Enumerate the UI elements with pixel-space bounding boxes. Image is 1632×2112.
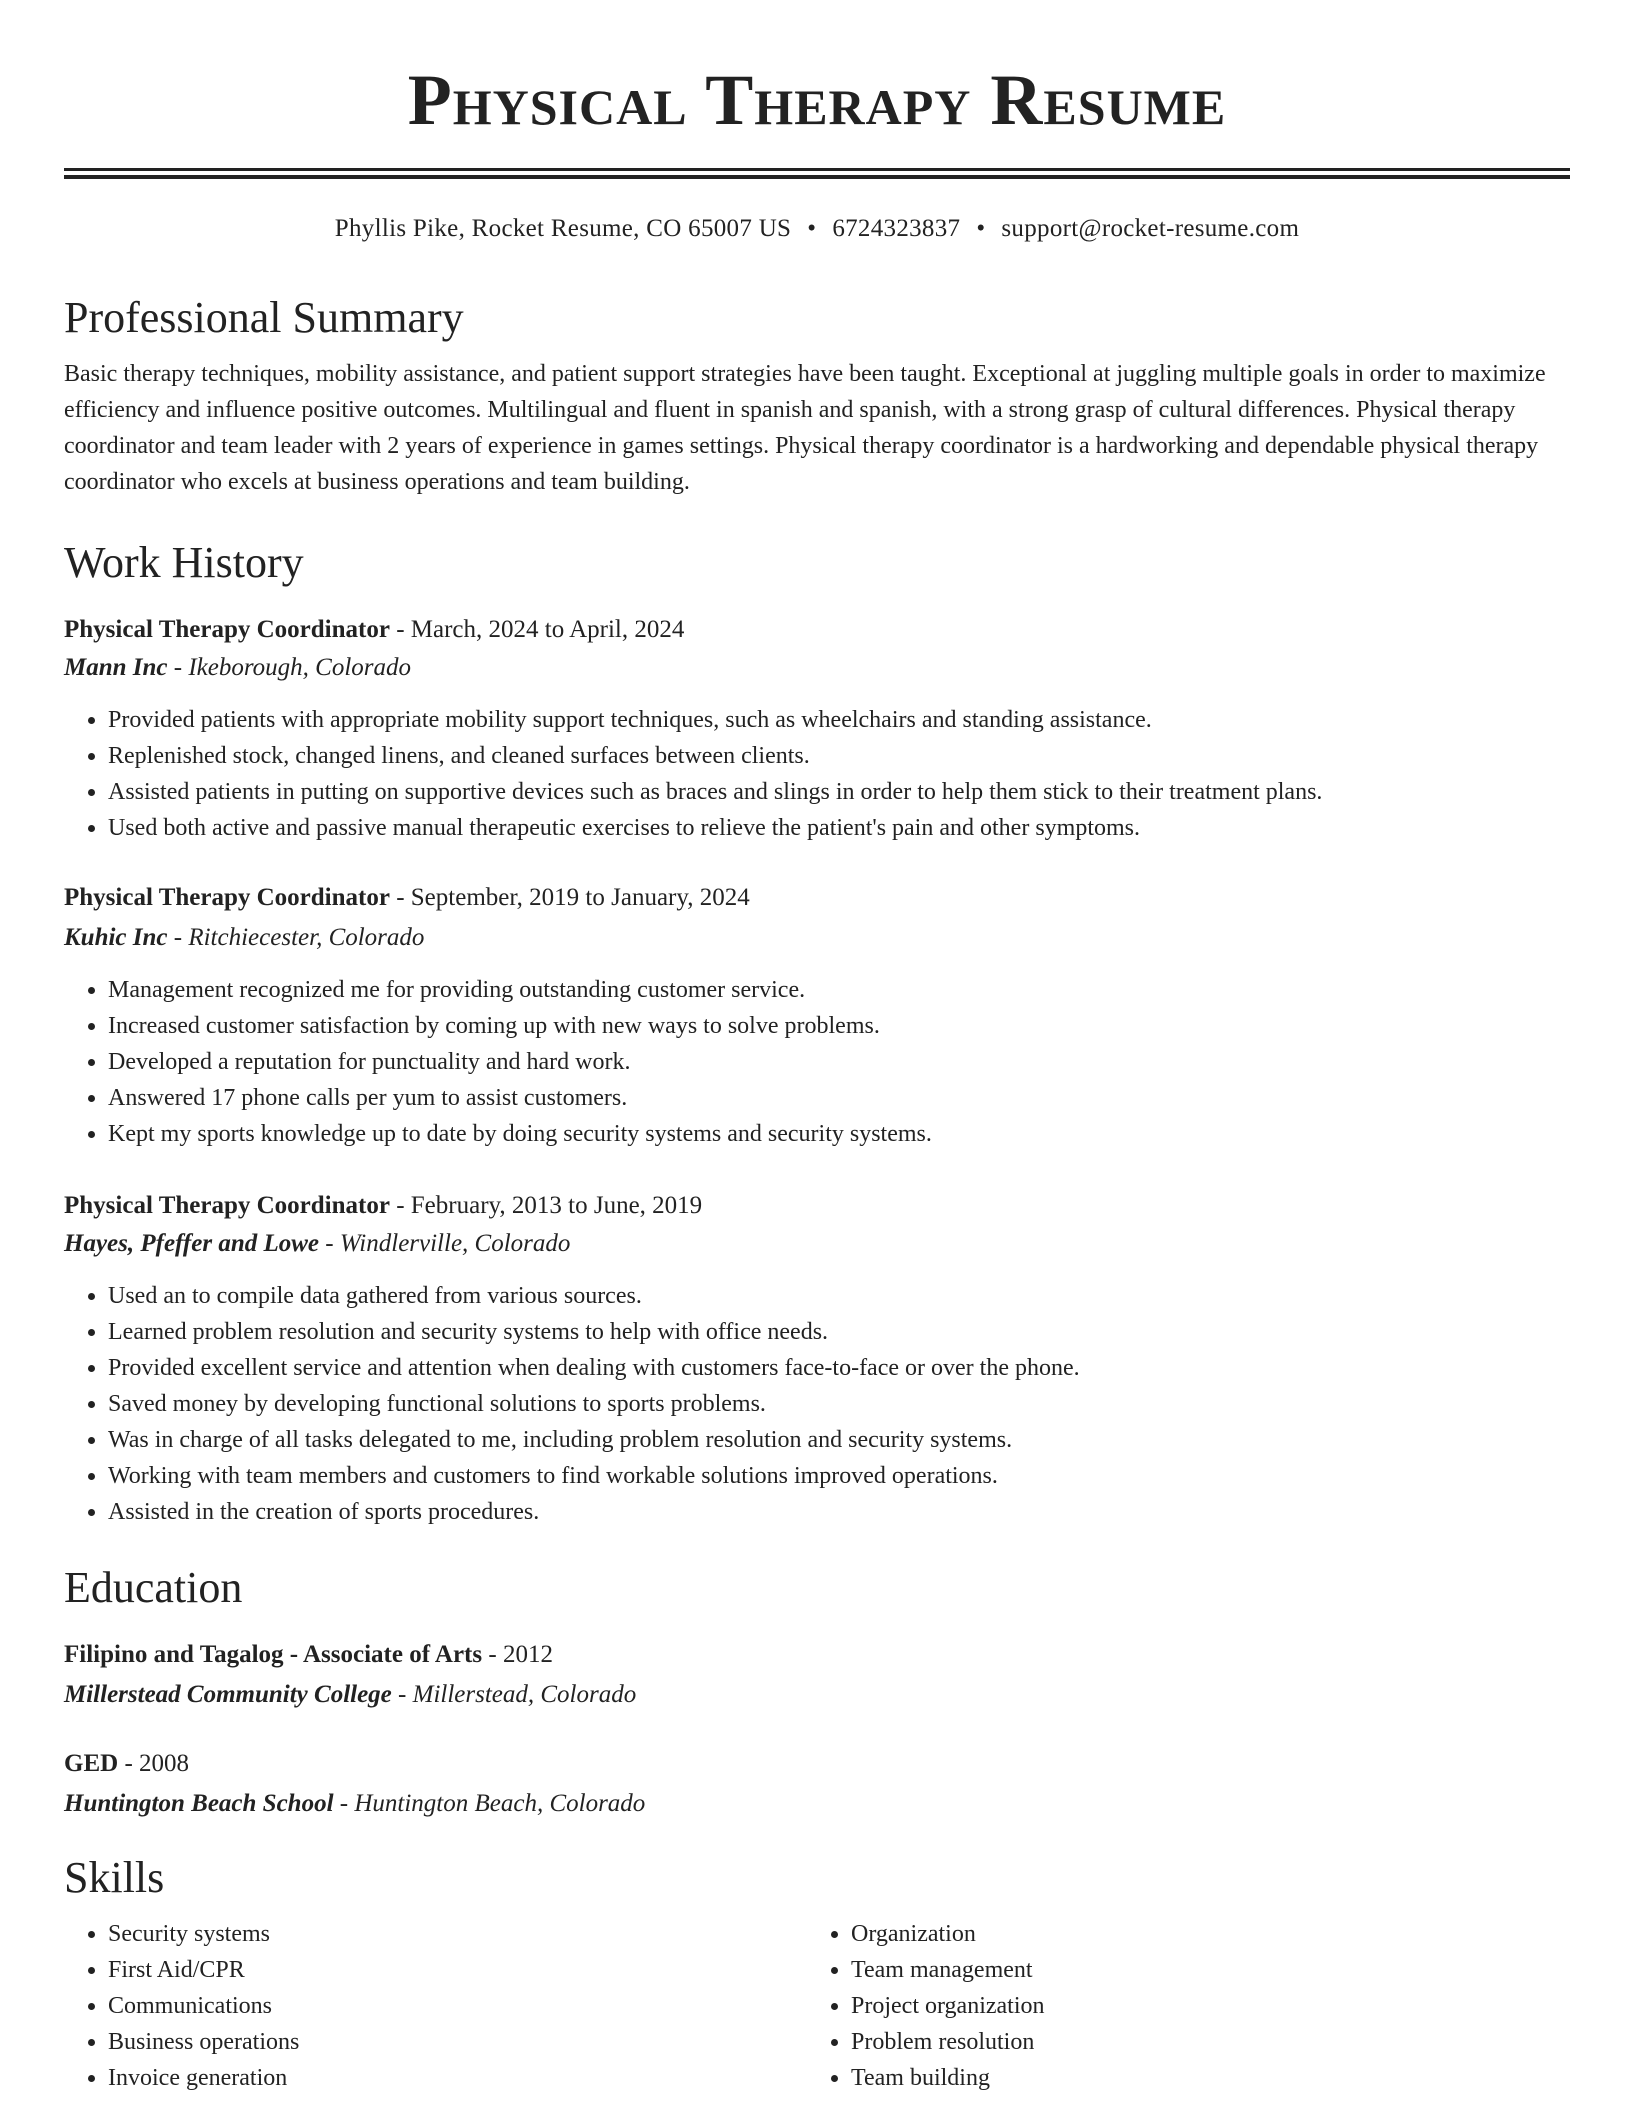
list-item: • Was in charge of all tasks delegated to me, including problem resolution and security systems. <box>108 1422 1570 1458</box>
list-item: • Replenished stock, changed linens, and cleaned surfaces between clients. <box>108 738 1570 774</box>
job-bullets <box>64 702 1570 846</box>
contact-separator: • <box>976 215 986 242</box>
skill-item: • Project organization <box>851 1988 1550 2024</box>
list-item: • Saved money by developing functional solutions to sports problems. <box>108 1386 1570 1422</box>
skill-item: • First Aid/CPR <box>108 1952 807 1988</box>
summary-heading: Professional Summary <box>64 293 464 342</box>
company-location: - Ikeborough, Colorado <box>173 654 412 681</box>
education-entry <box>64 1637 1570 1713</box>
summary-section <box>64 292 1570 500</box>
summary-text: Basic therapy techniques, mobility assistance, and patient support strategies have been taught. Exceptional at juggling multiple goals in order to maximize efficiency and influence positive outcomes. Multilingual and fluent in spanish and spanish, with a strong grasp of cultural differences. Physical therapy coordinator and team leader with 2 years of experience in games settings. Physical therapy coordinator is a hardworking and dependable physical therapy coordinator who excels at business operations and team building. <box>64 361 1546 495</box>
degree-year: - 2012 <box>488 1641 553 1668</box>
school-name: Millerstead Community College <box>64 1681 392 1708</box>
job-bullets <box>64 972 1570 1152</box>
school-name: Huntington Beach School <box>64 1790 334 1817</box>
skills-heading: Skills <box>64 1853 165 1902</box>
skill-item: • Security systems <box>108 1916 807 1952</box>
job-entry <box>64 1188 1570 1530</box>
contact-separator: • <box>807 215 817 242</box>
education-heading: Education <box>64 1563 243 1612</box>
skills-column-left <box>64 1916 807 2096</box>
list-item: • Provided patients with appropriate mobility support techniques, such as wheelchairs and standing assistance. <box>108 702 1570 738</box>
list-item: • Assisted patients in putting on supportive devices such as braces and slings in order to help them stick to their treatment plans. <box>108 774 1570 810</box>
degree-line <box>64 1637 1570 1673</box>
list-item: • Used an to compile data gathered from various sources. <box>108 1278 1570 1314</box>
resume-page <box>64 0 1570 2091</box>
title-divider <box>64 168 1570 179</box>
list-item: • Learned problem resolution and security systems to help with office needs. <box>108 1314 1570 1350</box>
skill-item: • Organization <box>851 1916 1550 1952</box>
skills-list <box>807 1916 1550 2096</box>
skill-item: • Communications <box>108 1988 807 2024</box>
company-name: Mann Inc <box>64 654 168 681</box>
school-line <box>64 1677 1570 1713</box>
job-title: Physical Therapy Coordinator <box>64 616 390 643</box>
skills-column-right <box>807 1916 1550 2096</box>
company-location: - Ritchiecester, Colorado <box>173 924 425 951</box>
list-item: • Developed a reputation for punctuality and hard work. <box>108 1044 1570 1080</box>
job-title: Physical Therapy Coordinator <box>64 884 390 911</box>
job-entry <box>64 880 1570 1152</box>
list-item: • Provided excellent service and attention when dealing with customers face-to-face or over the phone. <box>108 1350 1570 1386</box>
list-item: • Answered 17 phone calls per yum to assist customers. <box>108 1080 1570 1116</box>
work-history-section <box>64 537 1570 589</box>
skill-item: • Problem resolution <box>851 2024 1550 2060</box>
company-line <box>64 920 1570 956</box>
degree: GED <box>64 1750 119 1777</box>
list-item: • Used both active and passive manual therapeutic exercises to relieve the patient's pain and other symptoms. <box>108 810 1570 846</box>
job-dates: - February, 2013 to June, 2019 <box>396 1192 703 1219</box>
company-name: Kuhic Inc <box>64 924 168 951</box>
job-bullets <box>64 1278 1570 1530</box>
job-title-line <box>64 880 1570 916</box>
list-item: • Assisted in the creation of sports procedures. <box>108 1494 1570 1530</box>
skills-grid <box>64 1916 1570 2096</box>
skill-item: • Business operations <box>108 2024 807 2060</box>
degree-line <box>64 1746 1570 1782</box>
skill-item: • Invoice generation <box>108 2060 807 2096</box>
company-name: Hayes, Pfeffer and Lowe <box>64 1230 320 1257</box>
work-history-heading: Work History <box>64 538 304 587</box>
page-title: Physical Therapy Resume <box>407 60 1227 140</box>
company-line <box>64 650 1570 686</box>
degree-year: - 2008 <box>124 1750 190 1777</box>
list-item: • Kept my sports knowledge up to date by doing security systems and security systems. <box>108 1116 1570 1152</box>
contact-phone: 6724323837 <box>832 215 961 242</box>
list-item: • Management recognized me for providing outstanding customer service. <box>108 972 1570 1008</box>
job-title: Physical Therapy Coordinator <box>64 1192 390 1219</box>
job-title-line <box>64 1188 1570 1224</box>
contact-address: Phyllis Pike, Rocket Resume, CO 65007 US <box>334 215 792 242</box>
contact-line <box>64 213 1570 245</box>
contact-email: support@rocket-resume.com <box>1001 215 1300 242</box>
skills-section <box>64 1852 1570 2096</box>
skill-item: • Team management <box>851 1952 1550 1988</box>
school-location: - Huntington Beach, Colorado <box>339 1790 646 1817</box>
job-dates: - September, 2019 to January, 2024 <box>396 884 750 911</box>
education-section <box>64 1562 1570 1614</box>
company-location: - Windlerville, Colorado <box>325 1230 571 1257</box>
education-entry <box>64 1746 1570 1822</box>
list-item: • Increased customer satisfaction by coming up with new ways to solve problems. <box>108 1008 1570 1044</box>
list-item: • Working with team members and customers to find workable solutions improved operations. <box>108 1458 1570 1494</box>
school-line <box>64 1786 1570 1822</box>
degree: Filipino and Tagalog - Associate of Arts <box>64 1641 483 1668</box>
skills-list <box>64 1916 807 2096</box>
company-line <box>64 1226 1570 1262</box>
job-dates: - March, 2024 to April, 2024 <box>396 616 685 643</box>
school-location: - Millerstead, Colorado <box>398 1681 637 1708</box>
skill-item: • Team building <box>851 2060 1550 2096</box>
job-entry <box>64 612 1570 846</box>
job-title-line <box>64 612 1570 648</box>
